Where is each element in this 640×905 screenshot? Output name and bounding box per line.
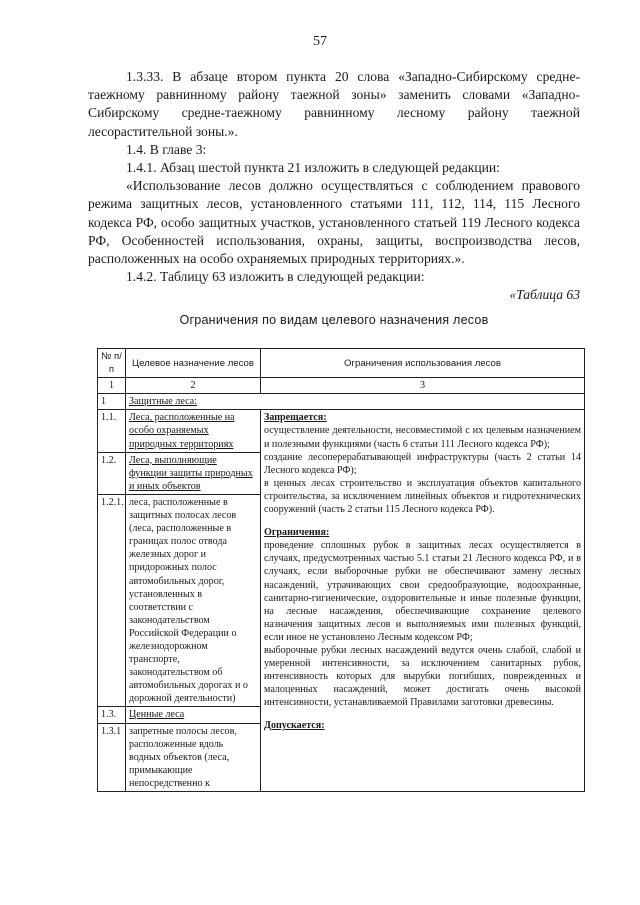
row-purpose: запретные полосы лесов, расположенные вдоль водных объектов (леса, примыкающие непосредственно к bbox=[126, 723, 261, 791]
paragraph-1-4-2: 1.4.2. Таблицу 63 изложить в следующей редакции: bbox=[126, 269, 425, 285]
header-restrictions: Ограничения использования лесов bbox=[261, 349, 585, 378]
page-number: 57 bbox=[313, 34, 327, 49]
prohibited-item: создание лесоперерабатывающей инфраструктуры (часть 2 статьи 14 Лесного кодекса РФ); bbox=[264, 451, 581, 476]
row-purpose: Леса, выполняющие функции защиты природных и иных объектов bbox=[126, 452, 261, 494]
paragraph-quote: «Использование лесов должно осуществляться с соблюдением правового режима защитных лесов, установленного статьями 111, 112, 114, 115 Лесного кодекса РФ, особо защитных участков, установленного статьей 119 Лесного кодекса РФ, Особенностей использования, охраны, защиты, воспроизводства лесов, расположенных на особо охраняемых природных территориях.». bbox=[88, 178, 580, 267]
limits-item: проведение сплошных рубок в защитных лесах осуществляется в случаях, предусмотренных частью 5.1 статьи 21 Лесного кодекса РФ, и в случаях, если выборочные рубки не обеспечивают замену лесных насаждений, утрачивающих свои средообразующие, водоохранные, санитарно-гигиенические, оздоровительные и иные полезные функции, на лесные насаждения, обеспечивающие сохранение целевого назначения защитных лесов и выполняемых ими полезных функций, если иное не установлено Лесным кодексом РФ; bbox=[264, 540, 581, 643]
row-purpose: леса, расположенные в защитных полосах лесов (леса, расположенные в границах полос отвода железных дорог и придорожных полос автомобильных дорог, установленных в соответствии с законодательством Российской Федерации о железнодорожном транспорте, законодательством об автомобильных дорогах и о дорожной деятельности) bbox=[126, 494, 261, 707]
restrictions-cell bbox=[261, 410, 585, 792]
table-caption: «Таблица 63 bbox=[509, 287, 580, 303]
row-purpose: Леса, расположенные на особо охраняемых природных территориях bbox=[126, 410, 261, 452]
restrictions-table bbox=[97, 348, 585, 792]
prohibited-title: Запрещается: bbox=[264, 412, 327, 424]
paragraph-1-3-33: 1.3.33. В абзаце втором пункта 20 слова «Западно-Сибирскому средне-таежному равнинному району таежной зоны» заменить словами «Западно-Сибирскому средне-таежному равнинному лесному району таежной лесорастительной зоны.». bbox=[88, 69, 580, 139]
table-row bbox=[98, 394, 585, 410]
limits-title: Ограничения: bbox=[264, 527, 330, 539]
paragraph-1-4: 1.4. В главе 3: bbox=[126, 141, 207, 157]
table-number-row bbox=[98, 378, 585, 394]
row-no: 1.2. bbox=[98, 452, 126, 494]
col-number-1: 1 bbox=[98, 378, 126, 394]
row-no: 1.3. bbox=[98, 707, 126, 723]
col-number-2: 2 bbox=[126, 378, 261, 394]
paragraph-1-4-1: 1.4.1. Абзац шестой пункта 21 изложить в следующей редакции: bbox=[126, 160, 500, 176]
col-number-3: 3 bbox=[261, 378, 585, 394]
table-row bbox=[98, 410, 585, 452]
row-no: 1 bbox=[98, 394, 126, 410]
limits-item: выборочные рубки лесных насаждений ведутся очень слабой, слабой и умеренной интенсивности, за исключением санитарных рубок, интенсивность которых для вырубки погибших, поврежденных и малоценных насаждений, может достигать очень высокой интенсивности, устанавливаемой Правилами заготовки древесины. bbox=[264, 644, 581, 709]
row-no: 1.2.1. bbox=[98, 494, 126, 707]
prohibited-item: осуществление деятельности, несовместимой с их целевым назначением и полезными функциями (часть 6 статьи 111 Лесного кодекса РФ); bbox=[264, 425, 581, 450]
table-title: Ограничения по видам целевого назначения лесов bbox=[179, 312, 489, 327]
header-purpose: Целевое назначение лесов bbox=[126, 349, 261, 378]
row-no: 1.1. bbox=[98, 410, 126, 452]
table-header-row bbox=[98, 349, 585, 378]
document-body bbox=[88, 68, 580, 329]
header-no: № п/п bbox=[98, 349, 126, 378]
row-purpose: Защитные леса: bbox=[126, 394, 585, 410]
allowed-title: Допускается: bbox=[264, 720, 325, 732]
row-purpose: Ценные леса bbox=[126, 707, 261, 723]
row-no: 1.3.1 bbox=[98, 723, 126, 791]
prohibited-item: в ценных лесах строительство и эксплуатация объектов капитального строительства, за исключением линейных объектов и гидротехнических сооружений (часть 2 статьи 115 Лесного кодекса РФ). bbox=[264, 477, 581, 516]
